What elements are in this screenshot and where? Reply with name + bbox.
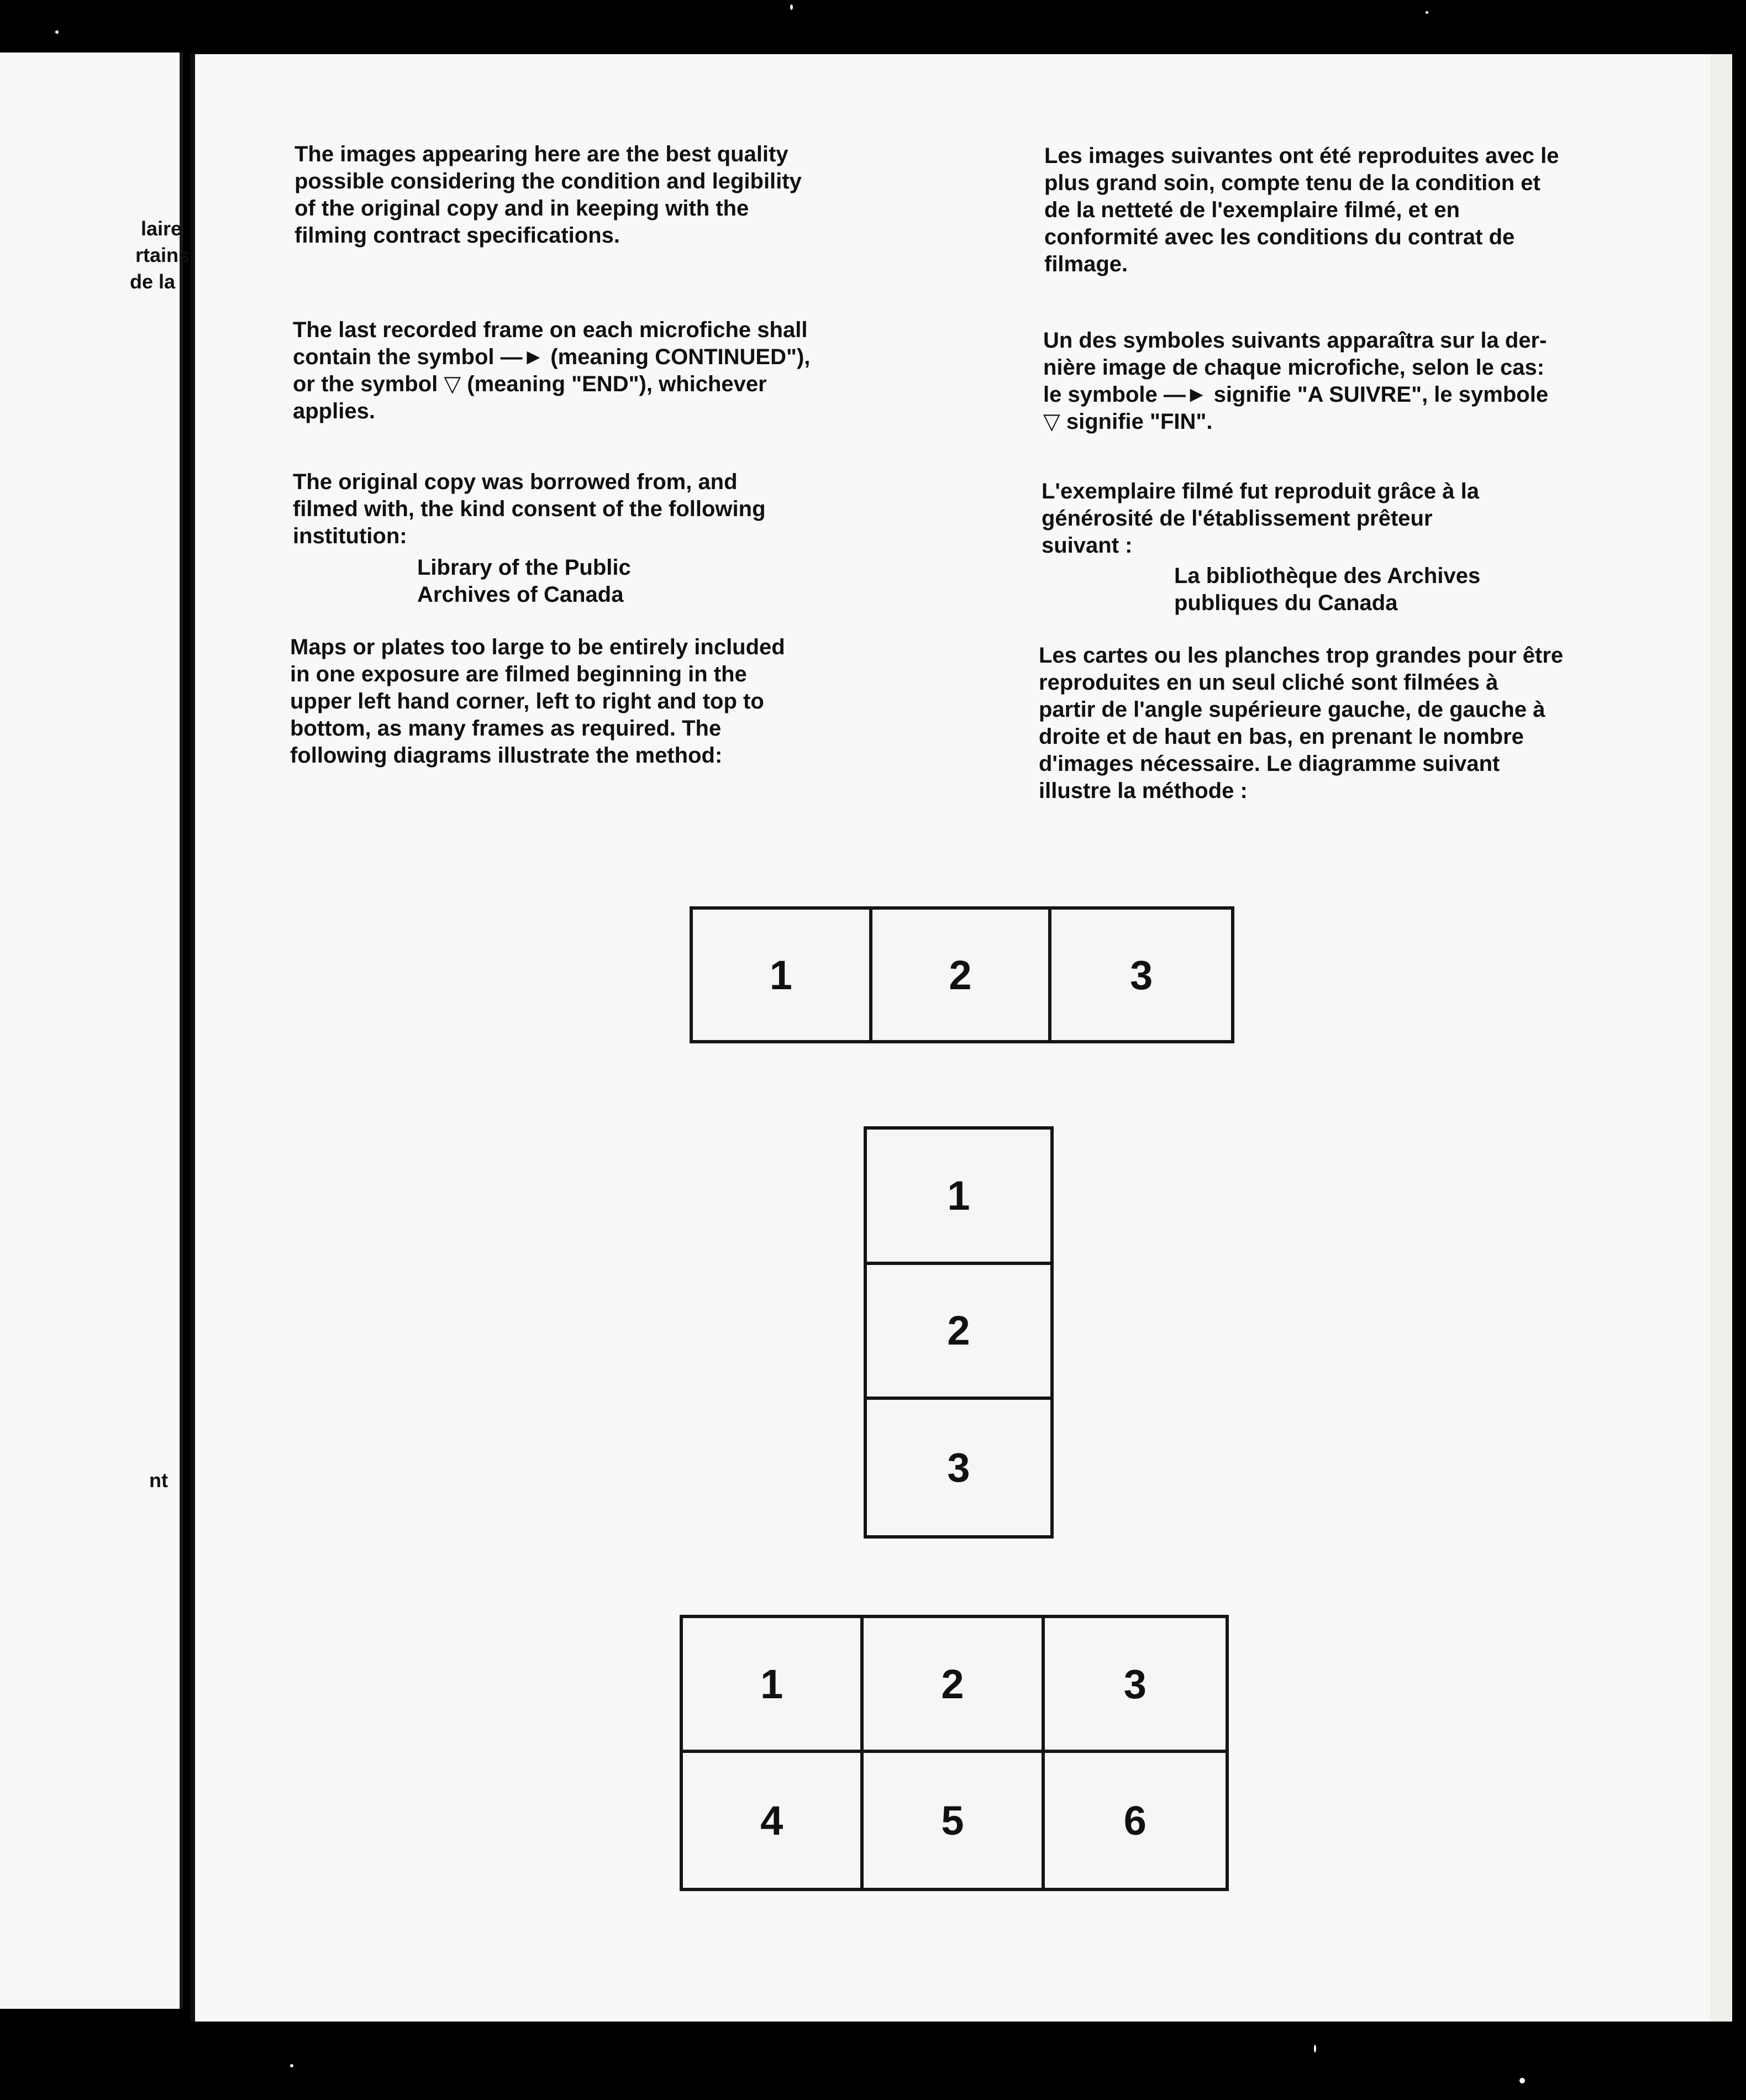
frame-cell: 1 xyxy=(683,1618,864,1753)
film-speck xyxy=(55,30,59,34)
film-speck xyxy=(1314,2045,1316,2052)
french-institution-name: La bibliothèque des Archives publiques du Canada xyxy=(1174,564,1481,615)
frame-cell: 3 xyxy=(1130,952,1153,998)
french-paragraph-maps: Les cartes ou les planches trop grandes pour être reproduites en un seul cliché sont filmées à partir de l'angle supérieure gauche, de gauche à droite et de haut en bas, en prenant le nombre d'images nécessaire. Le diagramme suivant illustre la méthode : xyxy=(1039,643,1564,803)
margin-fragment-2: rtains xyxy=(135,244,190,266)
english-paragraph-quality: The images appearing here are the best quality possible considering the condition and legibility of the original copy and in keeping with the filming contract specifications. xyxy=(294,142,802,248)
frame-cell: 2 xyxy=(872,910,1052,1040)
english-paragraph-maps: Maps or plates too large to be entirely included in one exposure are filmed beginning in the upper left hand corner, left to right and top to bottom, as many frames as required. The following diagrams illustrate the method: xyxy=(290,635,785,768)
french-paragraph-quality: Les images suivantes ont été reproduites avec le plus grand soin, compte tenu de la condition et de la netteté de l'exemplaire filmé, et en conformité avec les conditions du contrat de filmage. xyxy=(1044,144,1559,276)
frame-cell: 5 xyxy=(864,1753,1044,1888)
film-speck xyxy=(1426,11,1428,14)
english-paragraph-institution: The original copy was borrowed from, and filmed with, the kind consent of the following institution: xyxy=(293,470,766,548)
frame-cell: 2 xyxy=(867,1265,1050,1400)
frame-cell: 1 xyxy=(867,1130,1050,1265)
diagram-column-of-three xyxy=(864,1126,1054,1539)
margin-fragment-3: de la xyxy=(130,270,176,293)
frame-cell: 3 xyxy=(1045,1618,1226,1753)
frame-cell: 6 xyxy=(1123,1797,1147,1844)
frame-cell: 4 xyxy=(683,1753,864,1888)
film-speck xyxy=(1519,2078,1525,2083)
left-adjacent-page xyxy=(0,53,190,2009)
french-paragraph-institution: L'exemplaire filmé fut reproduit grâce à la générosité de l'établissement prêteur suivant : xyxy=(1042,479,1479,558)
frame-cell: 2 xyxy=(864,1618,1044,1753)
margin-fragment-1: laire xyxy=(141,217,182,240)
right-page-edge xyxy=(1710,54,1732,2022)
diagram-two-by-three xyxy=(680,1615,1229,1891)
frame-cell: 1 xyxy=(693,910,872,1040)
english-institution-name: Library of the Public Archives of Canada xyxy=(417,555,631,607)
french-paragraph-symbols: Un des symboles suivants apparaîtra sur la der- nière image de chaque microfiche, selon le cas: le symbole —► signifie "A SUIVRE", le symbole ▽ signifie "FIN". xyxy=(1043,328,1549,434)
margin-fragment-4: nt xyxy=(149,1469,168,1492)
frame-cell: 3 xyxy=(947,1445,970,1491)
film-speck xyxy=(790,4,793,10)
film-speck xyxy=(290,2064,293,2067)
diagram-row-of-three xyxy=(690,906,1234,1043)
english-paragraph-symbols: The last recorded frame on each microfiche shall contain the symbol —► (meaning CONTINUED"), or the symbol ▽ (meaning "END"), whichever applies. xyxy=(293,318,811,423)
